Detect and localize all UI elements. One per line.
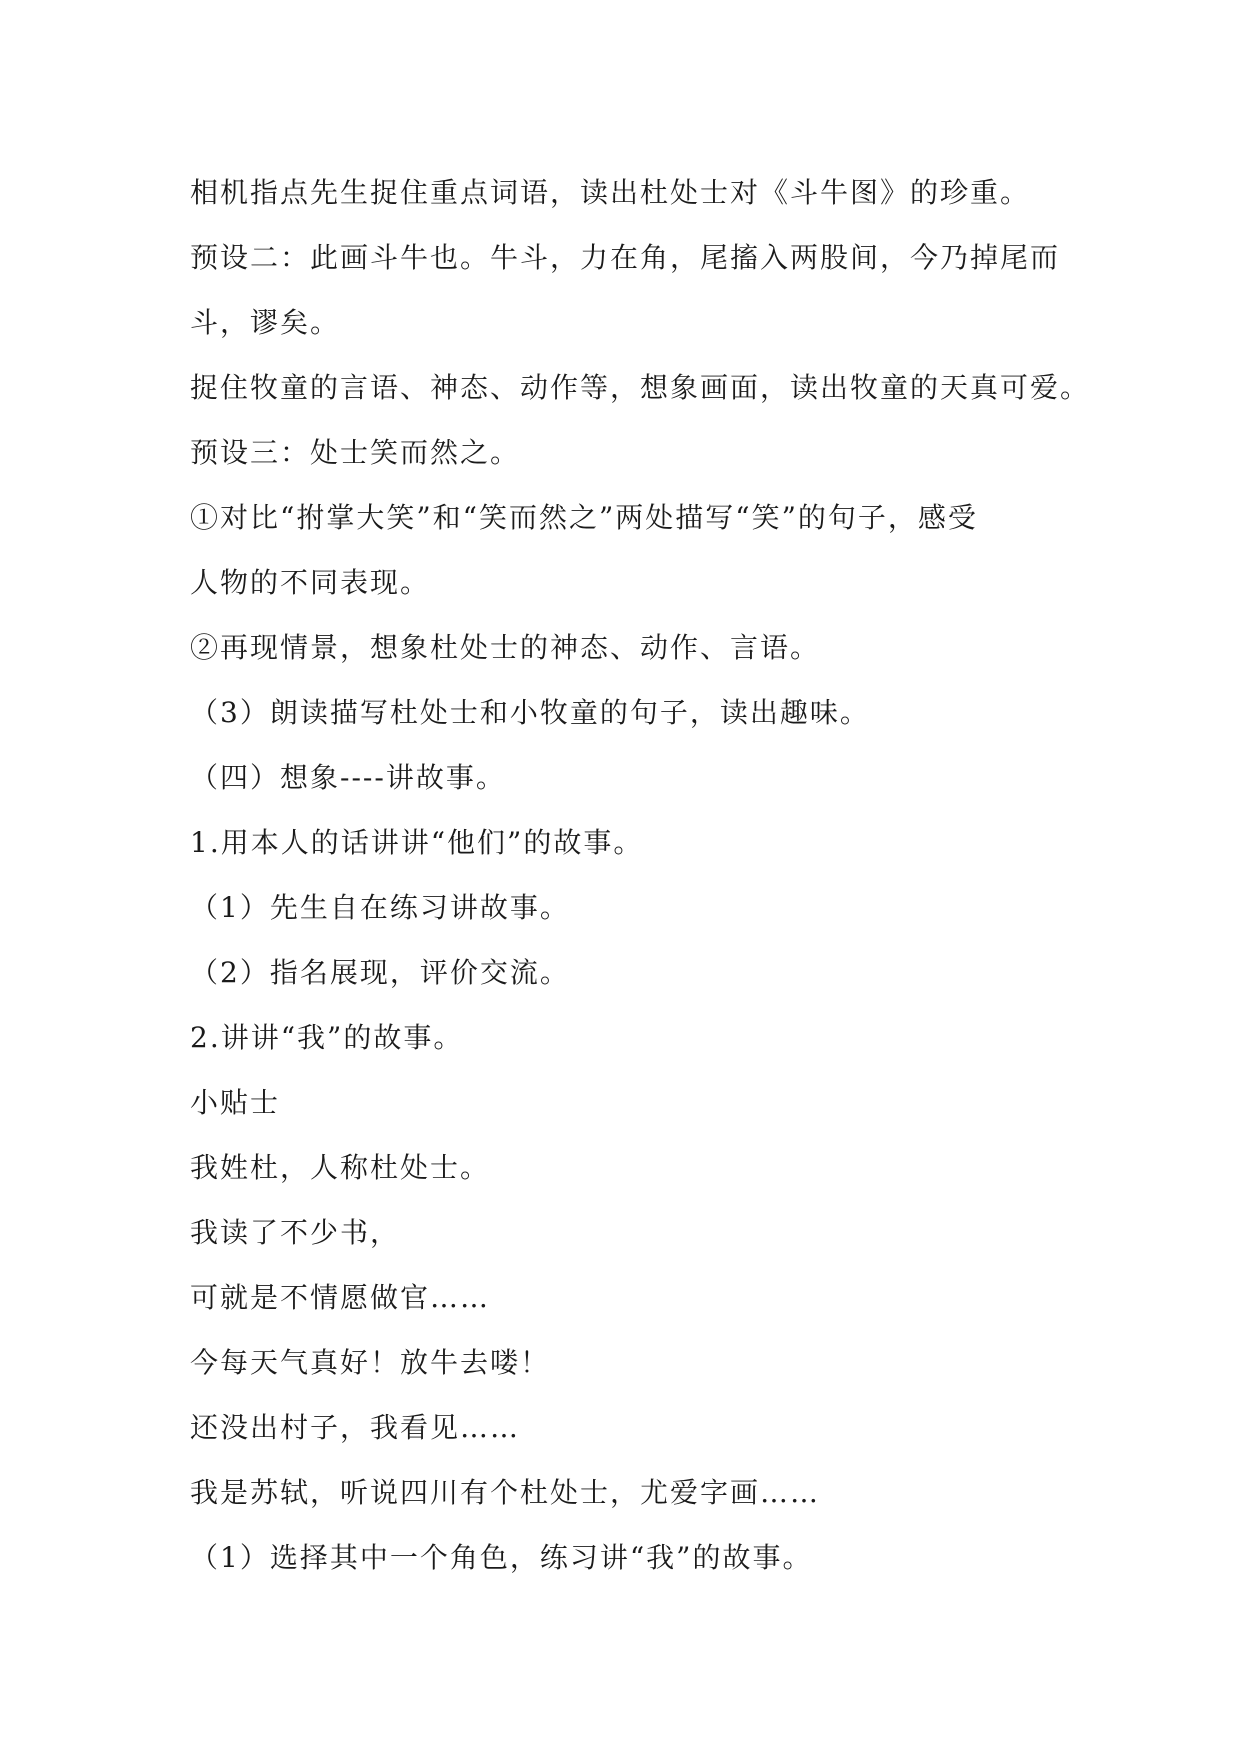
text-line: （四）想象----讲故事。 <box>190 761 506 794</box>
text-line: 我是苏轼，听说四川有个杜处士，尤爱字画…… <box>190 1476 821 1509</box>
text-line: 斗，谬矣。 <box>190 306 341 339</box>
text-line: 预设二：此画斗牛也。牛斗，力在角，尾搐入两股间，今乃掉尾而 <box>190 241 1061 274</box>
text-line: （1）选择其中一个角色，练习讲“我”的故事。 <box>190 1541 813 1574</box>
text-line: 我姓杜，人称杜处士。 <box>190 1151 491 1184</box>
text-line: 今每天气真好！放牛去喽！ <box>190 1346 551 1379</box>
text-line: ②再现情景，想象杜处士的神态、动作、言语。 <box>190 631 821 664</box>
text-line: 1.用本人的话讲讲“他们”的故事。 <box>190 826 644 859</box>
text-line: 人物的不同表现。 <box>190 566 431 599</box>
tips-heading: 小贴士 <box>190 1086 281 1119</box>
text-line: 预设三：处士笑而然之。 <box>190 436 521 469</box>
text-line: 可就是不情愿做官…… <box>190 1281 491 1314</box>
text-line: 还没出村子，我看见…… <box>190 1411 521 1444</box>
text-line: 相机指点先生捉住重点词语，读出杜处士对《斗牛图》的珍重。 <box>190 176 1031 209</box>
text-line: （1）先生自在练习讲故事。 <box>190 891 570 924</box>
text-line: ①对比“拊掌大笑”和“笑而然之”两处描写“笑”的句子，感受 <box>190 501 978 534</box>
text-line: 我读了不少书， <box>190 1216 401 1249</box>
text-line: （2）指名展现，评价交流。 <box>190 956 570 989</box>
text-line: 2.讲讲“我”的故事。 <box>190 1021 464 1054</box>
text-line: 捉住牧童的言语、神态、动作等，想象画面，读出牧童的天真可爱。 <box>190 371 1091 404</box>
document-body <box>190 160 1091 1590</box>
text-line: （3）朗读描写杜处士和小牧童的句子，读出趣味。 <box>190 696 870 729</box>
